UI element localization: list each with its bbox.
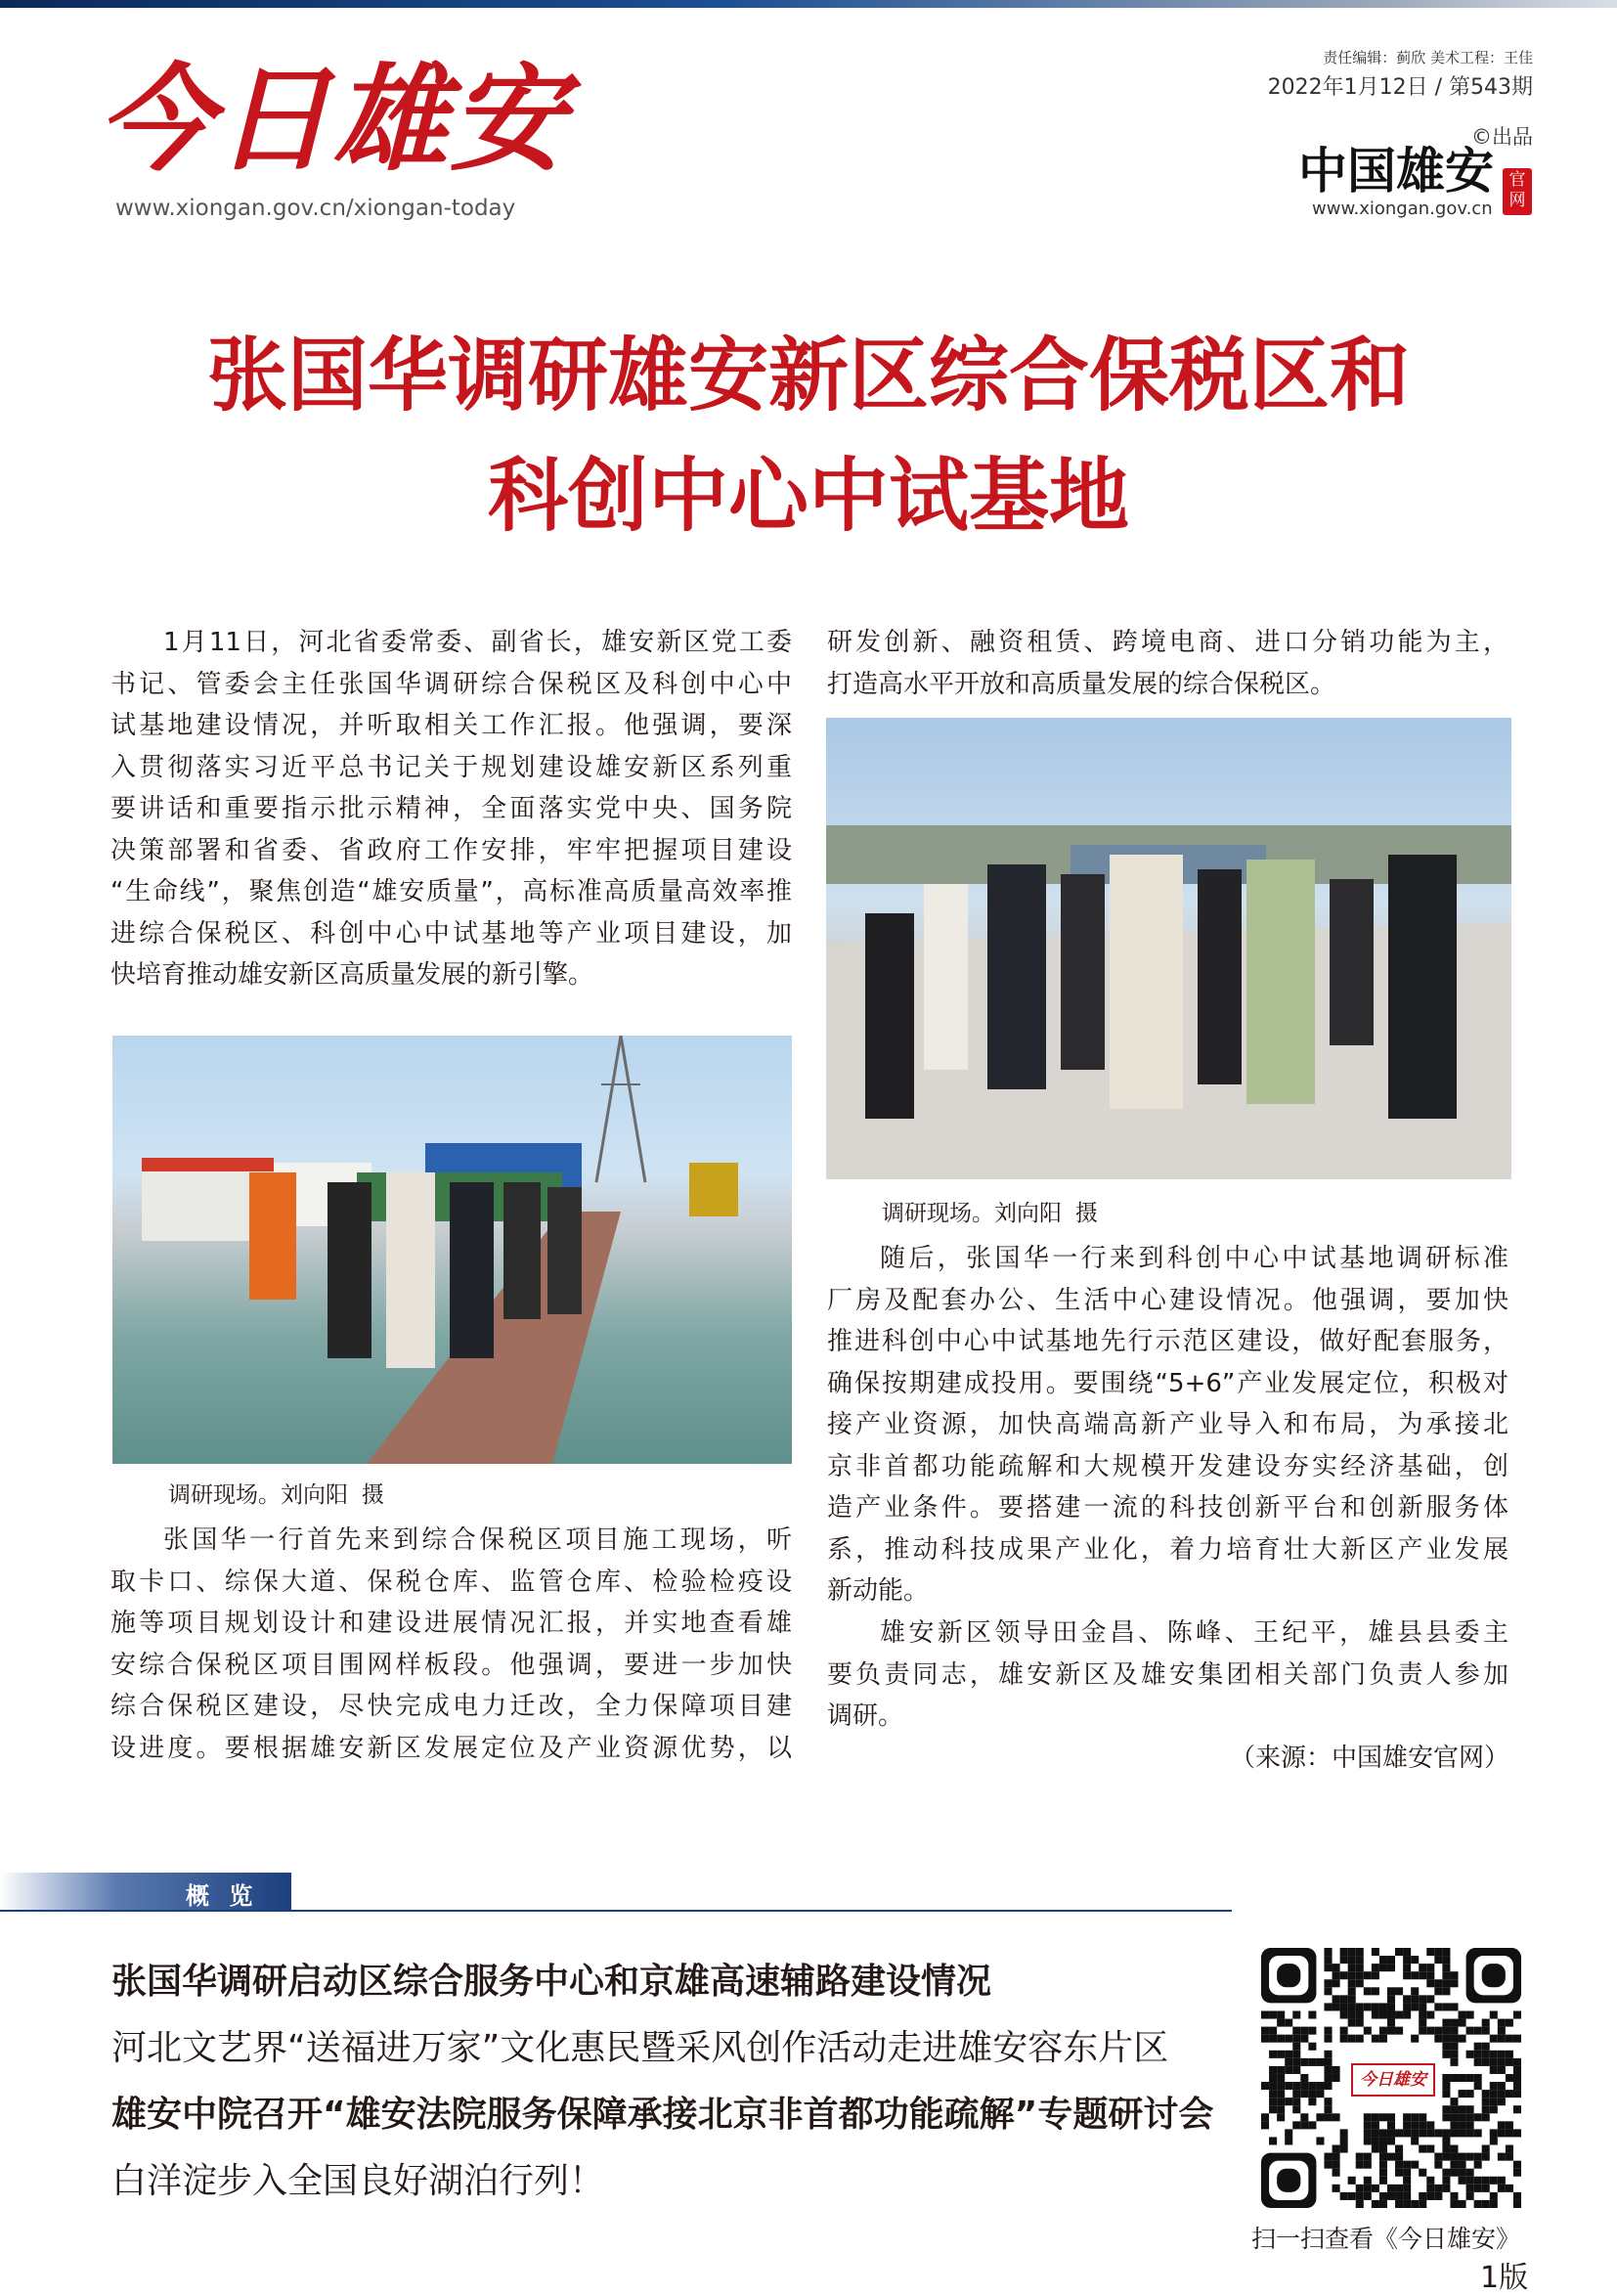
publisher-logo: 中国雄安 [1298,142,1494,199]
text-line: 快培育推动雄安新区高质量发展的新引擎。 [110,960,594,990]
text-line: 设进度。要根据雄安新区发展定位及产业资源优势，以 [110,1733,792,1763]
article-headline-line1: 张国华调研雄安新区综合保税区和 [206,329,1410,422]
photo-caption-1: 调研现场。刘向阳 摄 [168,1482,384,1508]
masthead-logo: 今日雄安 [98,51,568,187]
page-number: 1版 [1480,2261,1529,2295]
text-line: 决策部署和省委、省政府工作安排，牢牢把握项目建设 [110,835,792,865]
text-line: “生命线”，聚焦创造“雄安质量”，高标准高质量高效率推 [110,877,792,906]
article-headline-line2: 科创中心中试基地 [487,449,1129,543]
overview-label: 概 览 [186,1882,259,1910]
article-paragraph-3 [827,1238,1508,1612]
text-line: 研发创新、融资租赁、跨境电商、进口分销功能为主， [827,628,1508,657]
article-paragraph-2 [110,1520,792,1769]
text-line: 取卡口、综保大道、保税仓库、监管仓库、检验检疫设 [110,1567,792,1597]
editor-credits: 责任编辑：蓟欣 美术工程：王佳 [1323,49,1533,66]
text-line: 推进科创中心中试基地先行示范区建设，做好配套服务， [827,1327,1508,1356]
text-line: 打造高水平开放和高质量发展的综合保税区。 [827,669,1336,699]
text-line: 京非首都功能疏解和大规模开发建设夯实经济基础，创 [827,1451,1508,1481]
text-line: 试基地建设情况，并听取相关工作汇报。他强调，要深 [110,711,792,740]
text-line: 要负责同志，雄安新区及雄安集团相关部门负责人参加 [827,1659,1508,1690]
text-line: 造产业条件。要搭建一流的科技创新平台和创新服务体 [827,1493,1508,1523]
text-line: 新动能。 [827,1576,930,1606]
article-paragraph-4 [827,1612,1508,1738]
publisher-mark: ©出品 [1471,125,1533,149]
qr-center-logo: 今日雄安 [1351,2063,1435,2097]
text-line: 系，推动科技成果产业化，着力培育壮大新区产业发展 [827,1534,1508,1565]
text-line: 张国华一行首先来到综合保税区项目施工现场，听 [163,1525,792,1555]
photo-pilot-base-visit [826,718,1511,1179]
issue-date: 2022年1月12日 / 第543期 [1267,75,1533,100]
text-line: 确保按期建成投用。要围绕“5+6”产业发展定位，积极对 [827,1368,1508,1398]
text-line: 雄安新区领导田金昌、陈峰、王纪平，雄县县委主 [880,1618,1508,1648]
photo-caption-2: 调研现场。刘向阳 摄 [882,1201,1098,1226]
article-source: （来源：中国雄安官网） [1229,1744,1509,1773]
top-color-strip [0,0,1617,8]
overview-item-2[interactable]: 河北文艺界“送福进万家”文化惠民暨采风创作活动走进雄安容东片区 [111,2028,1169,2068]
overview-item-3[interactable]: 雄安中院召开“雄安法院服务保障承接北京非首都功能疏解”专题研讨会 [111,2095,1214,2135]
text-line: 入贯彻落实习近平总书记关于规划建设雄安新区系列重 [110,752,792,782]
photo-construction-site-visit [112,1036,792,1464]
article-paragraph-1 [110,622,792,996]
text-line: 随后，张国华一行来到科创中心中试基地调研标准 [880,1244,1508,1273]
text-line: 1月11日，河北省委常委、副省长，雄安新区党工委 [163,628,792,657]
overview-item-4[interactable]: 白洋淀步入全国良好湖泊行列！ [111,2161,605,2201]
text-line: 安综合保税区项目围网样板段。他强调，要进一步加快 [110,1650,792,1680]
text-line: 厂房及配套办公、生活中心建设情况。他强调，要加快 [827,1285,1508,1315]
text-line: 接产业资源，加快高端高新产业导入和布局，为承接北 [827,1410,1508,1439]
text-line: 要讲话和重要指示批示精神，全面落实党中央、国务院 [110,794,792,823]
overview-rule [0,1910,1232,1912]
text-line: 施等项目规划设计和建设进展情况汇报，并实地查看雄 [110,1609,792,1638]
publisher-seal: 官网 [1503,168,1532,215]
overview-item-1[interactable]: 张国华调研启动区综合服务中心和京雄高速辅路建设情况 [111,1962,992,2002]
text-line: 进综合保税区、科创中心中试基地等产业项目建设，加 [110,918,792,949]
text-line: 书记、管委会主任张国华调研综合保税区及科创中心中 [110,669,792,699]
text-line: 综合保税区建设，尽快完成电力迁改，全力保障项目建 [110,1692,792,1721]
masthead-url[interactable]: www.xiongan.gov.cn/xiongan-today [115,196,516,221]
qr-caption: 扫一扫查看《今日雄安》 [1251,2225,1521,2253]
publisher-url[interactable]: www.xiongan.gov.cn [1312,199,1493,219]
qr-code[interactable] [1261,1948,1521,2208]
article-paragraph-2-continued [827,622,1508,705]
text-line: 调研。 [827,1701,904,1731]
